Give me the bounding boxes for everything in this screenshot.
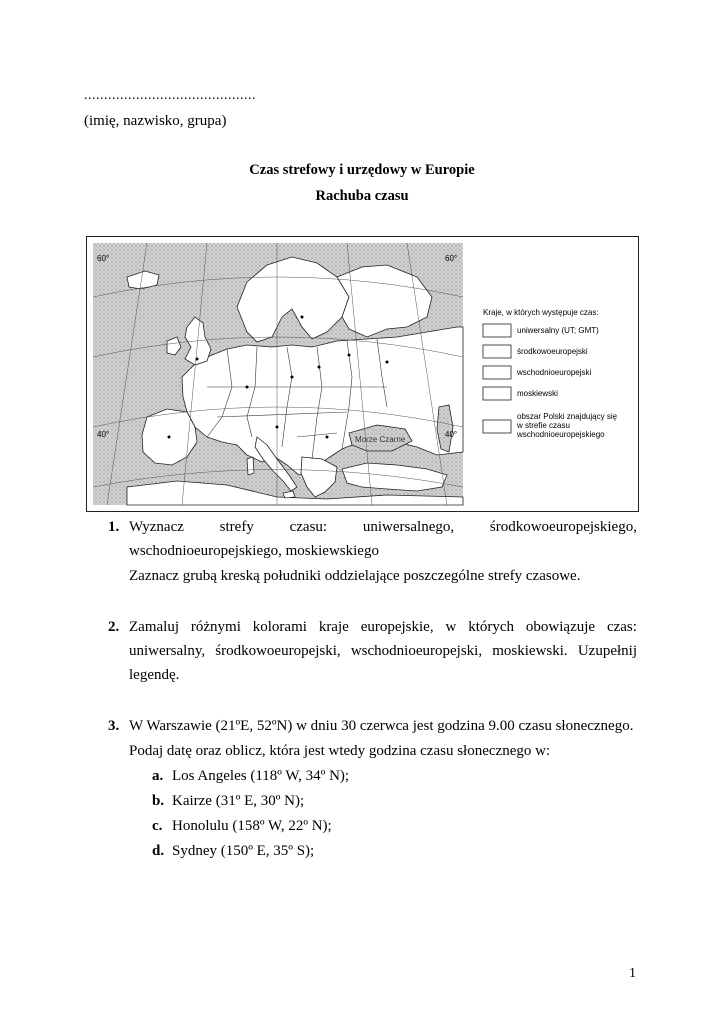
word: różnymi [190, 619, 241, 635]
lat-label: 40° [97, 430, 110, 439]
q2-line1 [129, 619, 637, 636]
word: Zamaluj [129, 619, 179, 635]
q2-line3: legendę. [129, 667, 180, 683]
lat-label: 40° [445, 430, 458, 439]
legend-label: uniwersalny (UT; GMT) [517, 326, 599, 335]
sea-label: Morze Czarne [355, 435, 406, 444]
q2-line2 [129, 643, 637, 660]
q3-line2: Podaj datę oraz oblicz, która jest wtedy godzina czasu słonecznego w: [129, 743, 551, 759]
legend-label: obszar Polski znajdujący się [517, 412, 618, 421]
legend-swatch-cet[interactable] [483, 345, 511, 358]
q3-item [152, 768, 349, 785]
page-number: 1 [629, 966, 636, 981]
legend-label: wschodnioeuropejskiego [517, 430, 605, 439]
lat-label: 60° [97, 254, 110, 263]
word: moskiewski. [492, 643, 568, 659]
word: wschodnioeuropejski, [350, 643, 483, 659]
legend-title: Kraje, w których występuje czas: [483, 308, 599, 317]
q1-instruction: Zaznacz grubą kreską południki oddzielające poszczególne strefy czasowe. [129, 568, 581, 584]
word: Wyznacz [129, 519, 184, 535]
legend-label: wschodnioeuropejski [517, 368, 592, 377]
item-letter: a. [152, 768, 164, 784]
legend-label: w strefie czasu [517, 421, 570, 430]
legend-label: środkowoeuropejski [517, 347, 588, 356]
word: środkowoeuropejski, [215, 643, 341, 659]
item-text: Sydney (150º E, 35º S); [172, 843, 315, 859]
word: europejskie, [360, 619, 434, 635]
question-number: 2. [108, 619, 120, 635]
map-legend [483, 308, 618, 439]
word: czas: [606, 619, 637, 635]
item-text: Los Angeles (118º W, 34º N); [172, 768, 350, 784]
item-letter: b. [152, 793, 165, 809]
name-label: (imię, nazwisko, grupa) [84, 113, 227, 129]
legend-label: moskiewski [517, 389, 558, 398]
word: środkowoeuropejskiego, [489, 519, 637, 535]
word: Uzupełnij [577, 643, 637, 659]
item-text: Kairze (31º E, 30º N); [172, 793, 305, 809]
name-dotted-line: ........................................... [84, 88, 256, 103]
word: których [468, 619, 515, 635]
q3-line1: W Warszawie (21ºE, 52ºN) w dniu 30 czerwca jest godzina 9.00 czasu słonecznego. [129, 718, 634, 734]
legend-swatch-ut[interactable] [483, 324, 511, 337]
word: w [445, 619, 457, 635]
word: strefy [219, 519, 254, 535]
item-letter: d. [152, 843, 165, 859]
question-number: 3. [108, 718, 120, 734]
europe-map-svg [87, 237, 638, 511]
lat-label: 60° [445, 254, 458, 263]
word: obowiązuje [525, 619, 596, 635]
legend-swatch-msk[interactable] [483, 387, 511, 400]
q1-line2: wschodnioeuropejskiego, moskiewskiego [129, 543, 379, 559]
legend-swatch-poland[interactable] [483, 420, 511, 433]
item-text: Honolulu (158º W, 22º N); [172, 818, 332, 834]
document-title: Czas strefowy i urzędowy w Europie [249, 162, 475, 178]
item-letter: c. [152, 818, 163, 834]
document-subtitle: Rachuba czasu [315, 188, 409, 204]
q1-line1 [129, 519, 637, 536]
europe-map-figure [86, 236, 639, 512]
word: uniwersalny, [129, 643, 206, 659]
word: uniwersalnego, [362, 519, 455, 535]
q3-item [152, 793, 304, 810]
q3-item [152, 843, 314, 860]
legend-swatch-eet[interactable] [483, 366, 511, 379]
word: kolorami [252, 619, 307, 635]
word: czasu: [289, 519, 328, 535]
q3-item [152, 818, 332, 835]
word: kraje [318, 619, 349, 635]
question-number: 1. [108, 519, 120, 535]
